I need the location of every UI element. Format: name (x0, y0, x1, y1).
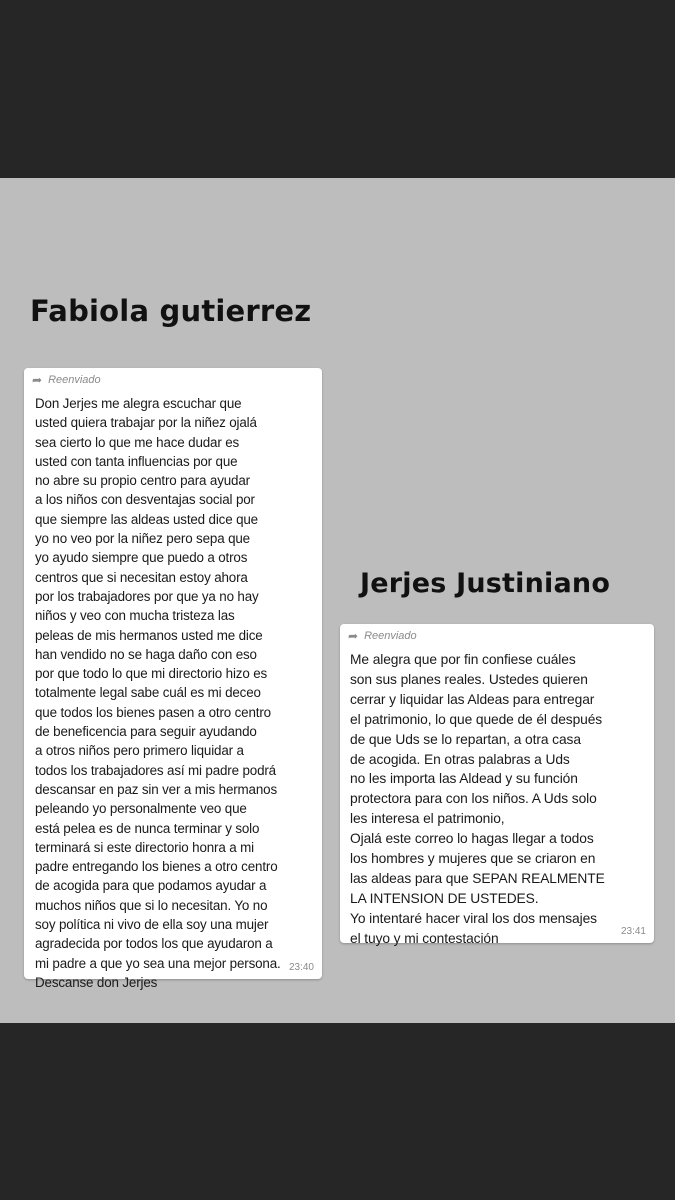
message-line: las aldeas para que SEPAN REALMENTE (350, 870, 605, 886)
message-line: soy política ni vivo de ella soy una mujer (35, 917, 269, 933)
message-line: LA INTENSION DE USTEDES. (350, 890, 539, 906)
message-line: son sus planes reales. Ustedes quieren (350, 671, 588, 687)
forwarded-text-right: Reenviado (364, 630, 417, 642)
message-line: de que Uds se lo repartan, a otra casa (350, 731, 581, 747)
forwarded-text-left: Reenviado (48, 374, 101, 386)
message-line: a otros niños pero primero liquidar a (35, 743, 244, 759)
message-line: de acogida para que podamos ayudar a (35, 878, 267, 894)
message-line: Descanse don Jerjes (35, 974, 158, 990)
message-line: yo no veo por la niñez pero sepa que (35, 531, 250, 547)
message-line: de beneficencia para seguir ayudando (35, 724, 257, 740)
message-line: a los niños con desventajas social por (35, 492, 255, 508)
message-text-left (32, 394, 314, 992)
message-line: cerrar y liquidar las Aldeas para entregar (350, 691, 595, 707)
message-line: por los trabajadores por que ya no hay (35, 588, 259, 604)
message-line: usted con tanta influencias por que (35, 453, 238, 469)
message-bubble-left (24, 368, 322, 990)
message-line: niños y veo con mucha tristeza las (35, 608, 235, 624)
message-line: muchos niños que si lo necesitan. Yo no (35, 897, 268, 913)
sender-name-left: Fabiola gutierrez (30, 294, 312, 328)
sender-name-right: Jerjes Justiniano (360, 568, 611, 599)
message-line: no les importa las Aldead y su función (350, 771, 578, 787)
message-line: usted quiera trabajar por la niñez ojalá (35, 415, 257, 431)
message-line: los hombres y mujeres que se criaron en (350, 851, 596, 867)
message-line: sea cierto lo que me hace dudar es (35, 434, 240, 450)
message-line: que siempre las aldeas usted dice que (35, 511, 258, 527)
message-line: Yo intentaré hacer viral los dos mensajes (350, 910, 597, 926)
forward-arrow-icon: ➦ (348, 629, 359, 643)
message-text-right (348, 650, 646, 949)
message-line: totalmente legal sabe cuál es mi deceo (35, 685, 261, 701)
message-line: que todos los bienes pasen a otro centro (35, 704, 271, 720)
message-line: yo ayudo siempre que puedo a otros (35, 550, 248, 566)
message-line: Ojalá este correo lo hagas llegar a todos (350, 831, 594, 847)
message-line: les interesa el patrimonio, (350, 811, 505, 827)
message-line: han vendido no se haga daño con eso (35, 646, 257, 662)
message-line: agradecida por todos los que ayudaron a (35, 936, 273, 952)
message-line: el tuyo y mi contestación (350, 930, 499, 946)
message-line: por que todo lo que mi directorio hizo es (35, 666, 268, 682)
message-line: de acogida. En otras palabras a Uds (350, 751, 570, 767)
forwarded-label-right (348, 628, 646, 644)
image-panel (0, 178, 675, 1023)
message-line: el patrimonio, lo que quede de él después (350, 711, 603, 727)
message-time-left: 23:40 (288, 962, 314, 973)
message-line: no abre su propio centro para ayudar (35, 473, 250, 489)
message-time-right: 23:41 (620, 926, 646, 937)
message-line: peleas de mis hermanos usted me dice (35, 627, 263, 643)
message-line: todos los trabajadores así mi padre podrá (35, 762, 276, 778)
message-line: mi padre a que yo sea una mejor persona. (35, 955, 281, 971)
message-line: terminará si este directorio honra a mi (35, 839, 254, 855)
message-line: descansar en paz sin ver a mis hermanos (35, 781, 277, 797)
message-line: Me alegra que por fin confiese cuáles (350, 652, 576, 667)
message-line: padre entregando los bienes a otro centro (35, 859, 278, 875)
forwarded-label-left (32, 372, 314, 388)
message-line: centros que si necesitan estoy ahora (35, 569, 248, 585)
message-line: Don Jerjes me alegra escuchar que (35, 396, 242, 411)
message-line: está pelea es de nunca terminar y solo (35, 820, 260, 836)
message-bubble-right (340, 624, 654, 946)
message-line: peleando yo personalmente veo que (35, 801, 247, 817)
message-line: protectora para con los niños. A Uds solo (350, 791, 597, 807)
forward-arrow-icon: ➦ (32, 373, 43, 387)
